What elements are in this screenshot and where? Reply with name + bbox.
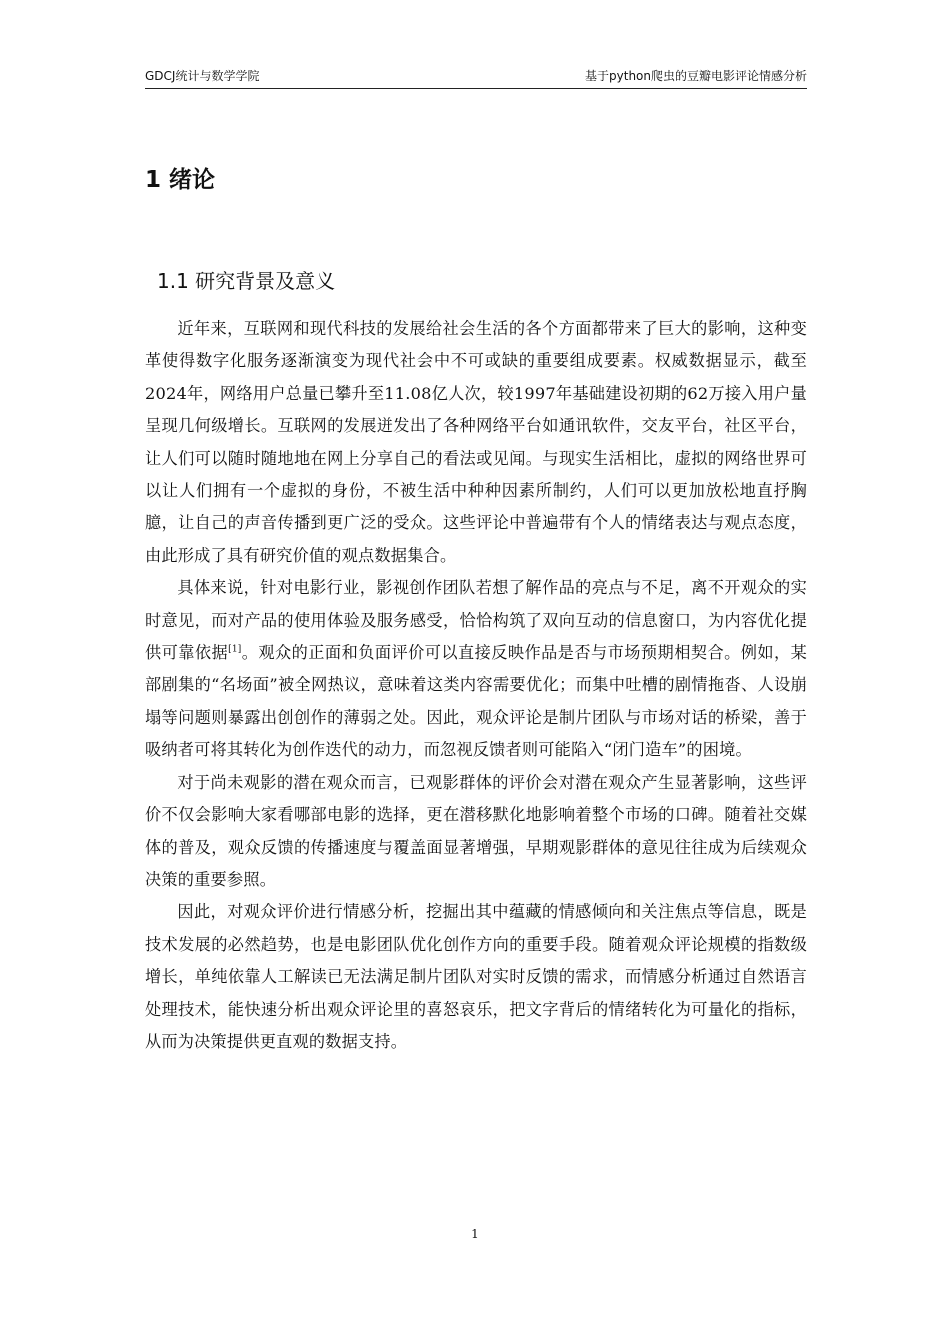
header-institution: GDCJ统计与数学学院	[145, 69, 260, 83]
paragraph-2-before: 具体来说，针对电影行业，影视创作团队若想了解作品的亮点与不足，离不开观众的实时意见，而对产品的使用体验及服务感受，恰恰构筑了双向互动的信息窗口，为内容优化提供可靠依据	[145, 578, 807, 663]
page-number: 1	[471, 1227, 479, 1241]
paragraph-2-after: 。观众的正面和负面评价可以直接反映作品是否与市场预期相契合。例如，某部剧集的“名场面”被全网热议，意味着这类内容需要优化；而集中吐槽的剧情拖沓、人设崩塌等问题则暴露出创创作的薄弱之处。因此，观众评论是制片团队与市场对话的桥梁，善于吸纳者可将其转化为创作迭代的动力，而忽视反馈者则可能陷入“闭门造车”的困境。	[145, 643, 807, 760]
paragraph-1: 近年来，互联网和现代科技的发展给社会生活的各个方面都带来了巨大的影响，这种变革使得数字化服务逐渐演变为现代社会中不可或缺的重要组成要素。权威数据显示，截至2024年，网络用户总量已攀升至11.08亿人次，较1997年基础建设初期的62万接入用户量呈现几何级增长。互联网的发展迸发出了各种网络平台如通讯软件，交友平台，社区平台，让人们可以随时随地地在网上分享自己的看法或见闻。与现实生活相比，虚拟的网络世界可以让人们拥有一个虚拟的身份，不被生活中种种因素所制约，人们可以更加放松地直抒胸臆，让自己的声音传播到更广泛的受众。这些评论中普遍带有个人的情绪表达与观点态度，由此形成了具有研究价值的观点数据集合。	[145, 319, 807, 565]
header-thesis-title: 基于python爬虫的豆瓣电影评论情感分析	[585, 69, 807, 83]
chapter-title: 1 绪论	[145, 167, 216, 193]
paragraph-3: 对于尚未观影的潜在观众而言，已观影群体的评价会对潜在观众产生显著影响，这些评价不仅会影响大家看哪部电影的选择，更在潜移默化地影响着整个市场的口碑。随着社交媒体的普及，观众反馈的传播速度与覆盖面显著增强，早期观影群体的意见往往成为后续观众决策的重要参照。	[145, 772, 807, 889]
citation-reference: [1]	[228, 644, 242, 655]
paragraph-2	[145, 572, 807, 766]
section-title: 1.1 研究背景及意义	[157, 269, 336, 293]
page-header	[145, 66, 807, 89]
body-text	[145, 313, 807, 1058]
paragraph-4: 因此，对观众评价进行情感分析，挖掘出其中蕴藏的情感倾向和关注焦点等信息，既是技术发展的必然趋势，也是电影团队优化创作方向的重要手段。随着观众评论规模的指数级增长，单纯依靠人工解读已无法满足制片团队对实时反馈的需求，而情感分析通过自然语言处理技术，能快速分析出观众评论里的喜怒哀乐，把文字背后的情绪转化为可量化的指标，从而为决策提供更直观的数据支持。	[145, 902, 807, 1051]
